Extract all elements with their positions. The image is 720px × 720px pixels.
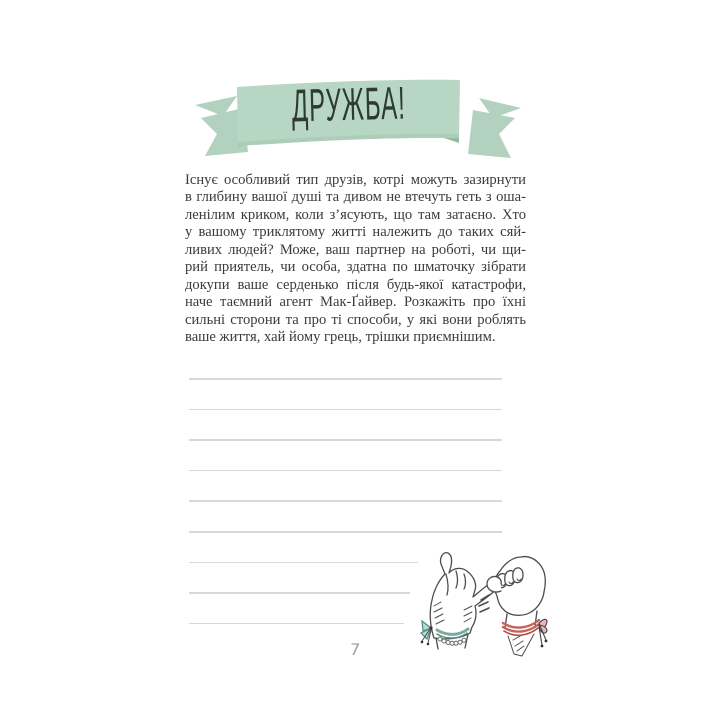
writing-line <box>189 378 502 380</box>
writing-line <box>189 623 404 625</box>
writing-line <box>189 470 502 472</box>
paragraph-line: у вашому триклятому житті належить до таких сяй- <box>185 224 526 241</box>
paragraph-line: ливих людей? Може, ваш партнер на роботі, чи щи- <box>185 241 526 258</box>
writing-line <box>189 531 502 533</box>
paragraph-line: ваше життя, хай йому грець, трішки приємнішим. <box>185 329 496 346</box>
ribbon-banner-icon <box>193 72 523 172</box>
writing-line <box>189 500 502 502</box>
paragraph-line: Існує особливий тип друзів, котрі можуть зазирнути <box>185 172 526 188</box>
paragraph-line: в глибину вашої душі та дивом не втечуть геть з оша- <box>185 189 526 206</box>
chapter-banner <box>193 72 523 172</box>
page-number: 7 <box>349 640 361 659</box>
writing-line <box>189 439 502 441</box>
paragraph-line: докупи ваше серденько після будь-якої катастрофи, <box>185 276 526 293</box>
writing-line <box>189 409 502 411</box>
intro-paragraph <box>185 172 526 347</box>
writing-line <box>189 592 410 594</box>
paragraph-line: рий приятель, чи особа, здатна по шматочку зібрати <box>185 259 526 276</box>
banner-title: ДРУЖБА! <box>291 77 407 132</box>
paragraph-line: сильні сторони та про ті способи, у які вони роблять <box>185 311 526 328</box>
paragraph-line: ленілим криком, коли з’ясують, що там затаєно. Хто <box>185 206 526 223</box>
writing-line <box>189 562 418 564</box>
paragraph-line: наче таємний агент Мак-Ґайвер. Розкажіть про їхні <box>185 294 526 311</box>
